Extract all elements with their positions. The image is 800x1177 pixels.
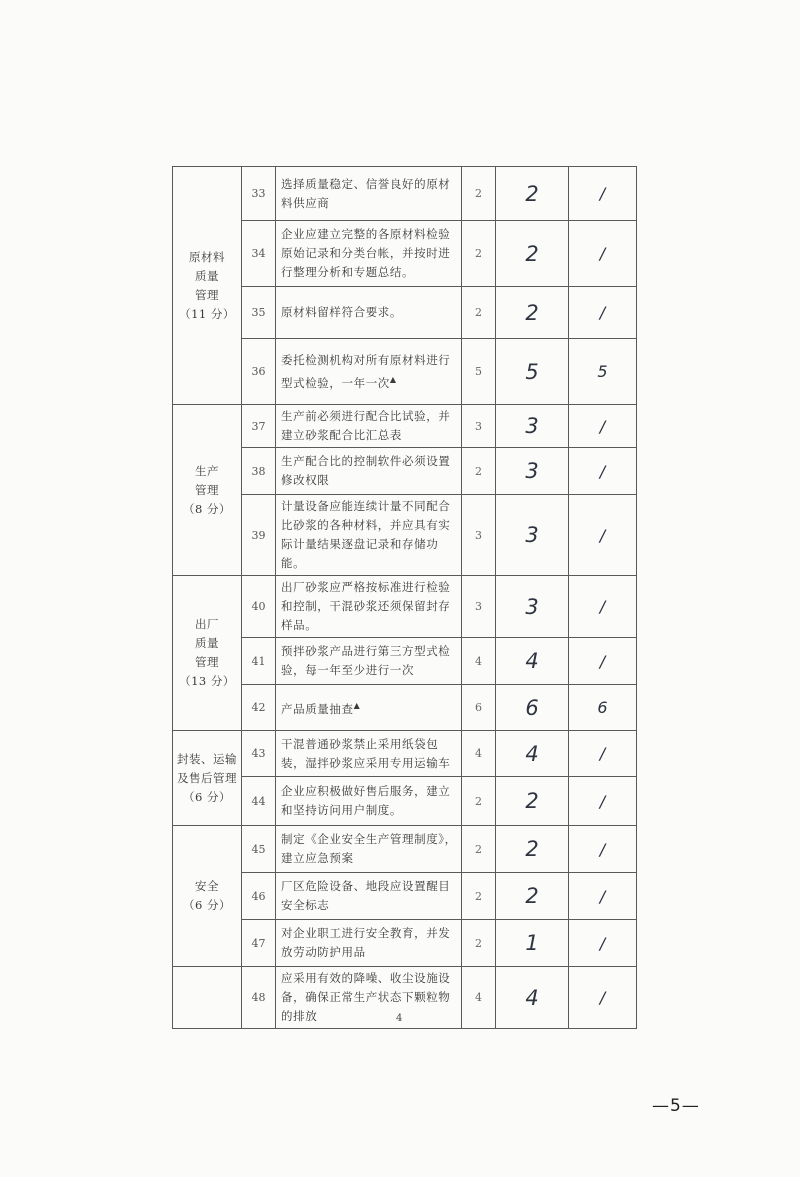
score-handwritten: 3 (496, 405, 569, 448)
item-requirement (276, 448, 462, 495)
category-cell (173, 167, 242, 405)
deduction-handwritten: / (569, 967, 637, 1029)
score-handwritten: 5 (496, 339, 569, 405)
item-requirement (276, 731, 462, 777)
item-requirement (276, 826, 462, 873)
deduction-handwritten: / (569, 873, 637, 920)
deduction-handwritten: / (569, 777, 637, 826)
item-number: 42 (242, 685, 276, 731)
item-points: 2 (462, 826, 496, 873)
score-handwritten: 4 (496, 731, 569, 777)
item-number: 33 (242, 167, 276, 221)
category-line: 出厂 (195, 617, 219, 631)
deduction-handwritten: / (569, 287, 637, 339)
category-line: 生产 (195, 463, 219, 478)
score-handwritten: 3 (496, 448, 569, 495)
item-text: 原材料留样符合要求。 (281, 305, 402, 319)
key-item-mark: ▲ (353, 701, 361, 710)
item-points: 4 (462, 638, 496, 685)
category-line: 安全 (195, 879, 219, 893)
category-cell (173, 967, 242, 1029)
table-row (173, 685, 637, 731)
category-line: 管理 (195, 482, 219, 497)
item-points: 3 (462, 576, 496, 638)
table-row (173, 731, 637, 777)
item-requirement (276, 495, 462, 576)
item-points: 2 (462, 448, 496, 495)
item-number: 36 (242, 339, 276, 405)
item-points: 2 (462, 777, 496, 826)
item-requirement (276, 287, 462, 339)
item-requirement (276, 167, 462, 221)
item-points: 2 (462, 920, 496, 967)
item-text: 委托检测机构对所有原材料进行型式检验，一年一次 (281, 352, 451, 390)
footer-number: 4 (396, 1013, 403, 1024)
item-requirement (276, 576, 462, 638)
deduction-handwritten: / (569, 826, 637, 873)
item-points: 2 (462, 873, 496, 920)
deduction-handwritten: / (569, 495, 637, 576)
table-row (173, 777, 637, 826)
item-requirement (276, 873, 462, 920)
item-text: 选择质量稳定、信誉良好的原材料供应商 (281, 176, 451, 210)
item-points: 3 (462, 495, 496, 576)
item-requirement (276, 777, 462, 826)
item-requirement (276, 339, 462, 405)
item-points: 4 (462, 731, 496, 777)
category-cell (173, 826, 242, 967)
table-row (173, 638, 637, 685)
item-text: 计量设备应能连续计量不同配合比砂浆的各种材料，并应具有实际计量结果逐盘记录和存储功能。 (281, 499, 451, 570)
category-cell (173, 405, 242, 576)
item-number: 41 (242, 638, 276, 685)
score-handwritten: 2 (496, 873, 569, 920)
item-requirement (276, 920, 462, 967)
item-requirement (276, 685, 462, 731)
deduction-handwritten: / (569, 221, 637, 287)
category-line: 封装、运输 (177, 751, 237, 766)
category-line: （6 分） (183, 898, 231, 912)
score-handwritten: 3 (496, 576, 569, 638)
table-row (173, 221, 637, 287)
deduction-handwritten: / (569, 576, 637, 638)
item-text: 企业应积极做好售后服务，建立和坚持访问用户制度。 (281, 784, 451, 817)
table-row (173, 826, 637, 873)
table-row (173, 920, 637, 967)
table-row (173, 495, 637, 576)
item-text: 制定《企业安全生产管理制度》，建立应急预案 (281, 832, 457, 865)
item-text: 干混普通砂浆禁止采用纸袋包装，湿拌砂浆应采用专用运输车 (281, 736, 451, 770)
category-line: 及售后管理 (177, 770, 237, 785)
item-number: 44 (242, 777, 276, 826)
category-line: 原材料 (189, 249, 225, 264)
deduction-handwritten: / (569, 405, 637, 448)
deduction-handwritten: / (569, 638, 637, 685)
item-points: 2 (462, 167, 496, 221)
category-line: （13 分） (179, 674, 235, 688)
item-points: 3 (462, 405, 496, 448)
deduction-handwritten: / (569, 731, 637, 777)
item-number: 45 (242, 826, 276, 873)
deduction-handwritten: 6 (569, 685, 637, 731)
deduction-handwritten: / (569, 167, 637, 221)
item-text: 对企业职工进行安全教育，并发放劳动防护用品 (281, 926, 451, 959)
evaluation-table (172, 166, 637, 1029)
item-points: 5 (462, 339, 496, 405)
table-row (173, 448, 637, 495)
score-handwritten: 2 (496, 221, 569, 287)
item-number: 35 (242, 287, 276, 339)
category-line: 管理 (195, 287, 219, 302)
category-line: （6 分） (183, 789, 231, 804)
item-text: 应采用有效的降噪、收尘设施设备，确保正常生产状态下颗粒物的排放 (281, 971, 451, 1023)
page-number: —5— (652, 1096, 700, 1116)
item-requirement (276, 638, 462, 685)
item-number: 48 (242, 967, 276, 1029)
item-number: 37 (242, 405, 276, 448)
score-handwritten: 1 (496, 920, 569, 967)
deduction-handwritten: / (569, 920, 637, 967)
item-requirement (276, 967, 462, 1029)
item-points: 6 (462, 685, 496, 731)
score-handwritten: 4 (496, 638, 569, 685)
item-number: 43 (242, 731, 276, 777)
category-line: 质量 (195, 268, 219, 283)
table-row (173, 873, 637, 920)
item-text: 预拌砂浆产品进行第三方型式检验，每一年至少进行一次 (281, 644, 451, 677)
item-text: 生产前必须进行配合比试验，并建立砂浆配合比汇总表 (281, 409, 451, 442)
category-line: 质量 (195, 636, 219, 650)
table-row (173, 405, 637, 448)
score-handwritten: 2 (496, 826, 569, 873)
item-points: 4 (462, 967, 496, 1029)
item-number: 38 (242, 448, 276, 495)
score-handwritten: 2 (496, 287, 569, 339)
item-points: 2 (462, 221, 496, 287)
item-points: 2 (462, 287, 496, 339)
item-number: 39 (242, 495, 276, 576)
category-line: （11 分） (179, 306, 235, 321)
item-requirement (276, 221, 462, 287)
item-number: 34 (242, 221, 276, 287)
score-handwritten: 2 (496, 167, 569, 221)
score-handwritten: 3 (496, 495, 569, 576)
table-row (173, 967, 637, 1029)
item-text: 企业应建立完整的各原材料检验原始记录和分类台帐，并按时进行整理分析和专题总结。 (281, 227, 451, 279)
item-text: 产品质量抽查 (281, 702, 354, 716)
table-row (173, 339, 637, 405)
item-requirement (276, 405, 462, 448)
score-handwritten: 2 (496, 777, 569, 826)
category-cell (173, 731, 242, 826)
item-text: 厂区危险设备、地段应设置醒目安全标志 (281, 879, 451, 912)
table-row (173, 167, 637, 221)
category-line: （8 分） (183, 501, 231, 516)
category-line: 管理 (195, 655, 219, 669)
table-row (173, 287, 637, 339)
table-row (173, 576, 637, 638)
key-item-mark: ▲ (389, 374, 397, 384)
score-handwritten: 6 (496, 685, 569, 731)
item-number: 47 (242, 920, 276, 967)
item-number: 46 (242, 873, 276, 920)
category-cell (173, 576, 242, 731)
deduction-handwritten: / (569, 448, 637, 495)
item-number: 40 (242, 576, 276, 638)
item-text: 出厂砂浆应严格按标准进行检验和控制，干混砂浆还须保留封存样品。 (281, 580, 451, 632)
score-handwritten: 4 (496, 967, 569, 1029)
deduction-handwritten: 5 (569, 339, 637, 405)
item-text: 生产配合比的控制软件必须设置修改权限 (281, 454, 451, 487)
